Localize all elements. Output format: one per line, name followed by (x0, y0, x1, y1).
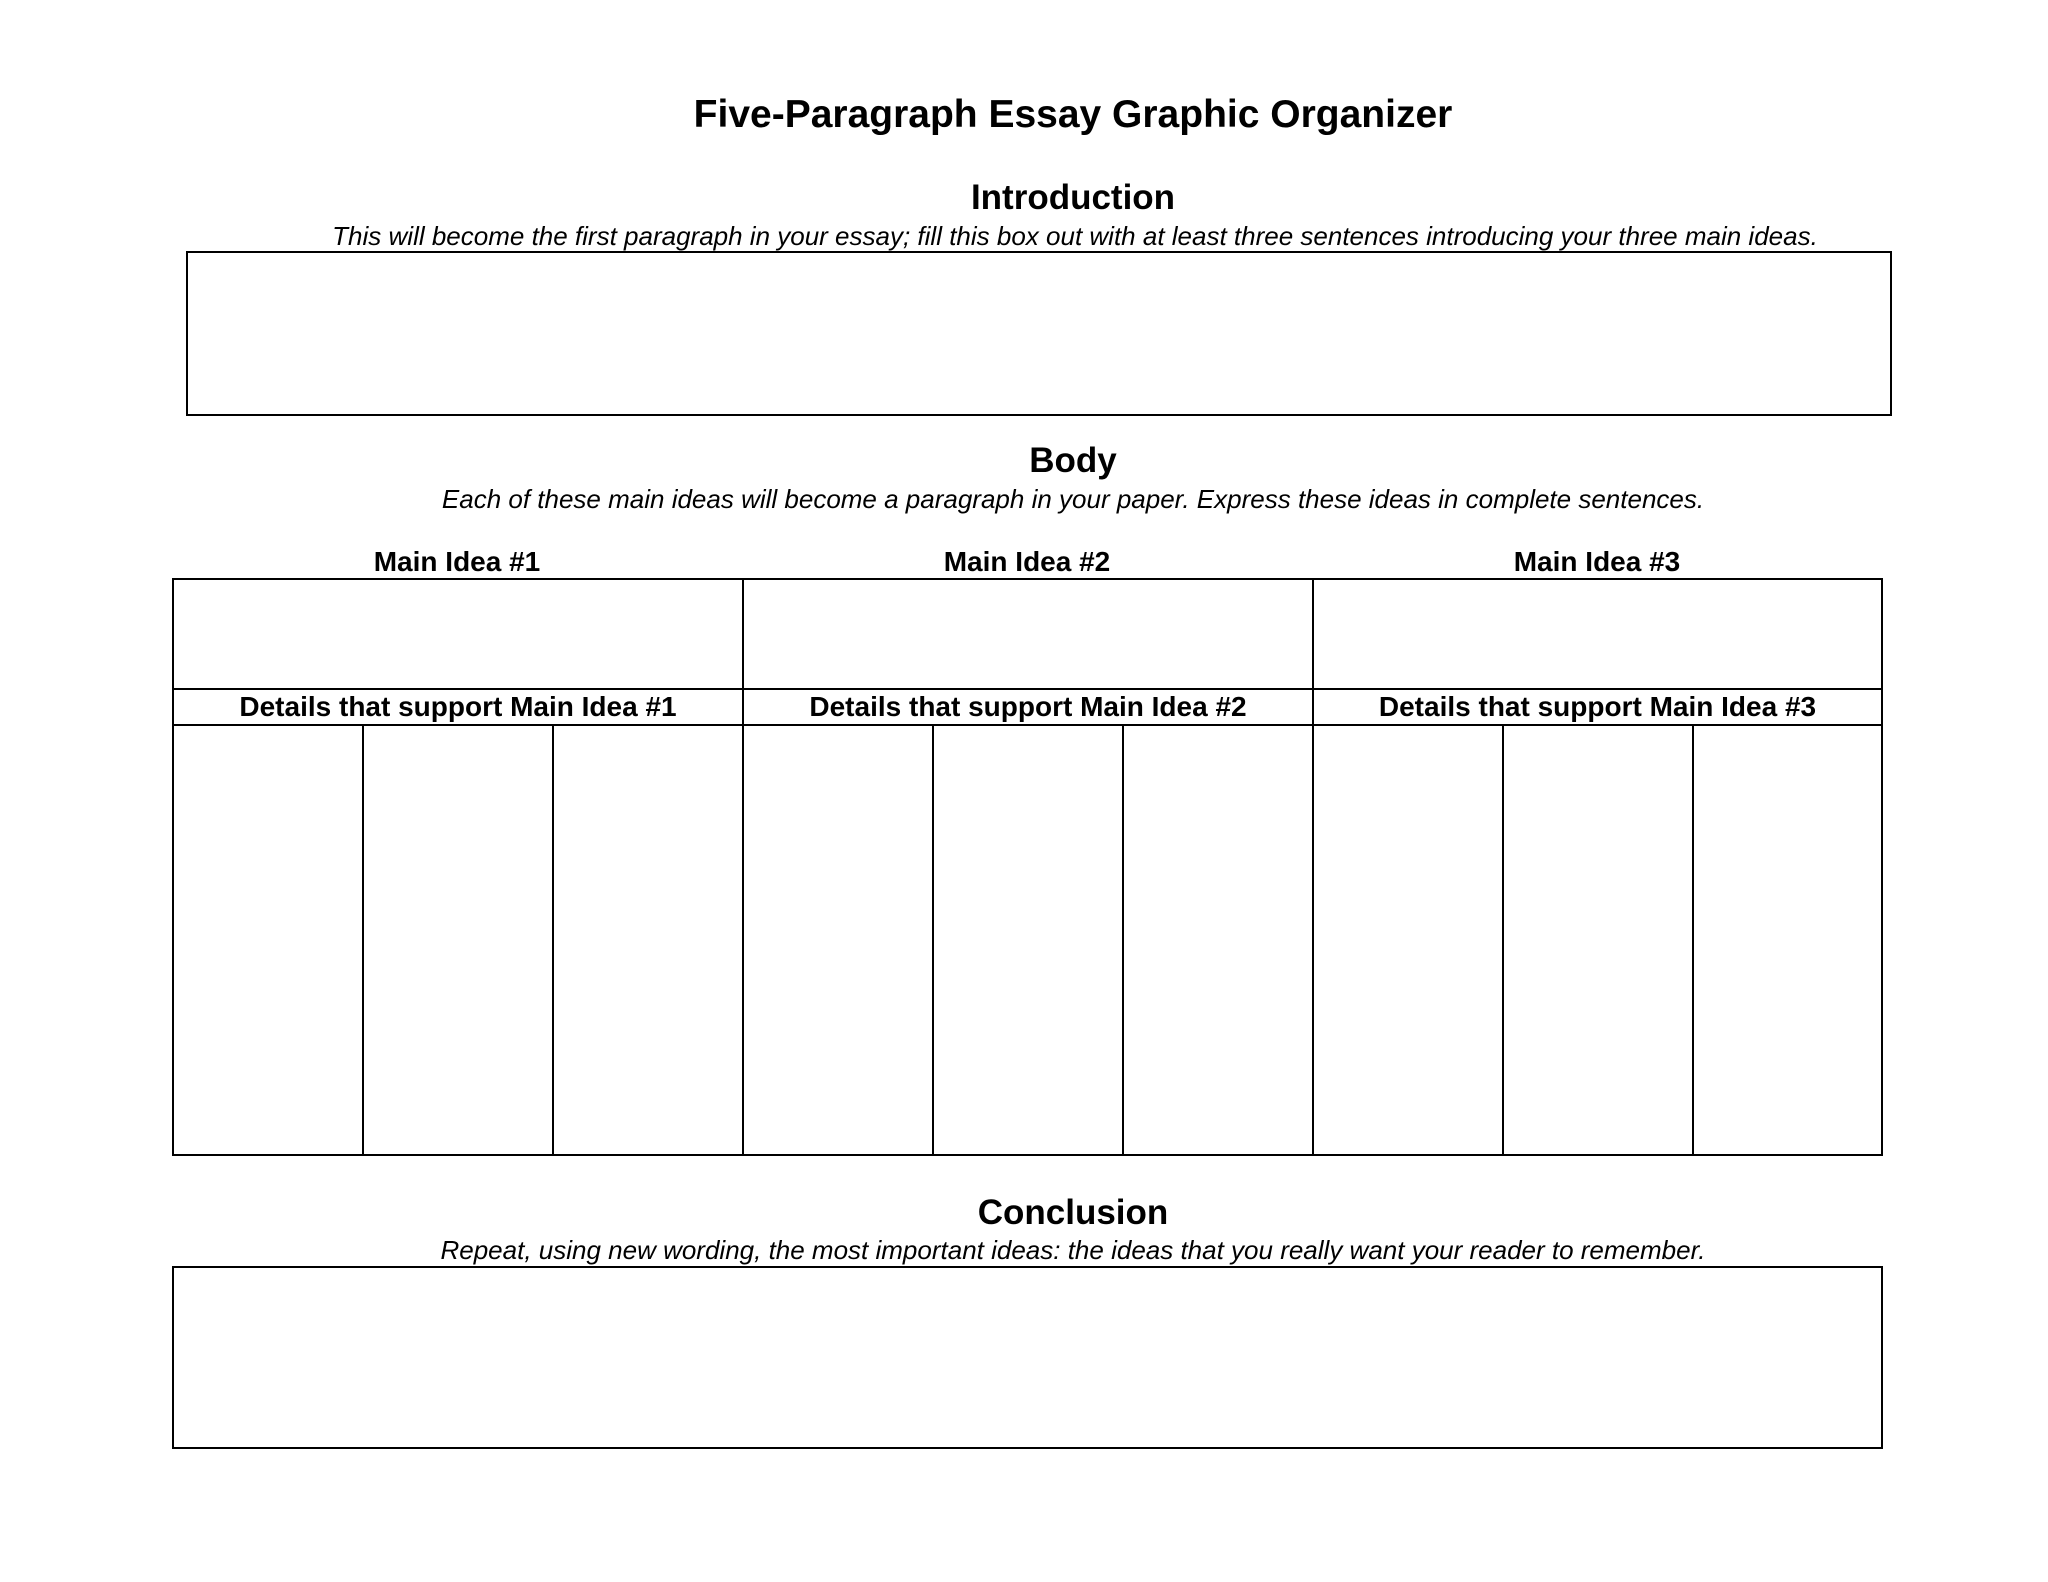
main-idea-1-label: Main Idea #1 (373, 546, 541, 577)
main-idea-2-label: Main Idea #2 (943, 546, 1111, 577)
conclusion-instruction: Repeat, using new wording, the most important ideas: the ideas that you really want your reader to remember. (440, 1235, 1706, 1265)
detail-cell-3-2[interactable] (1504, 726, 1692, 1154)
details-main-idea-3-label: Details that support Main Idea #3 (1378, 691, 1817, 722)
body-grid (172, 578, 1883, 1156)
introduction-heading: Introduction (970, 178, 1176, 217)
conclusion-heading: Conclusion (977, 1193, 1169, 1232)
main-idea-2-box[interactable] (744, 580, 1312, 688)
detail-cell-2-2[interactable] (934, 726, 1122, 1154)
page-title: Five-Paragraph Essay Graphic Organizer (693, 93, 1453, 136)
body-heading: Body (1029, 441, 1117, 480)
detail-cell-2-3[interactable] (1124, 726, 1312, 1154)
detail-cell-1-3[interactable] (554, 726, 742, 1154)
main-idea-3-label: Main Idea #3 (1513, 546, 1681, 577)
detail-cell-2-1[interactable] (744, 726, 932, 1154)
conclusion-box[interactable] (172, 1266, 1883, 1449)
detail-cell-3-3[interactable] (1694, 726, 1881, 1154)
introduction-instruction: This will become the first paragraph in your essay; fill this box out with at least three sentences introducing your three main ideas. (332, 221, 1818, 251)
details-main-idea-1-label: Details that support Main Idea #1 (239, 691, 677, 722)
detail-cell-1-1[interactable] (174, 726, 362, 1154)
main-idea-1-box[interactable] (174, 580, 742, 688)
main-idea-3-box[interactable] (1314, 580, 1881, 688)
detail-cell-3-1[interactable] (1314, 726, 1502, 1154)
body-instruction: Each of these main ideas will become a paragraph in your paper. Express these ideas in complete sentences. (441, 484, 1705, 514)
introduction-box[interactable] (186, 251, 1892, 416)
detail-cell-1-2[interactable] (364, 726, 552, 1154)
details-main-idea-2-label: Details that support Main Idea #2 (809, 691, 1247, 722)
